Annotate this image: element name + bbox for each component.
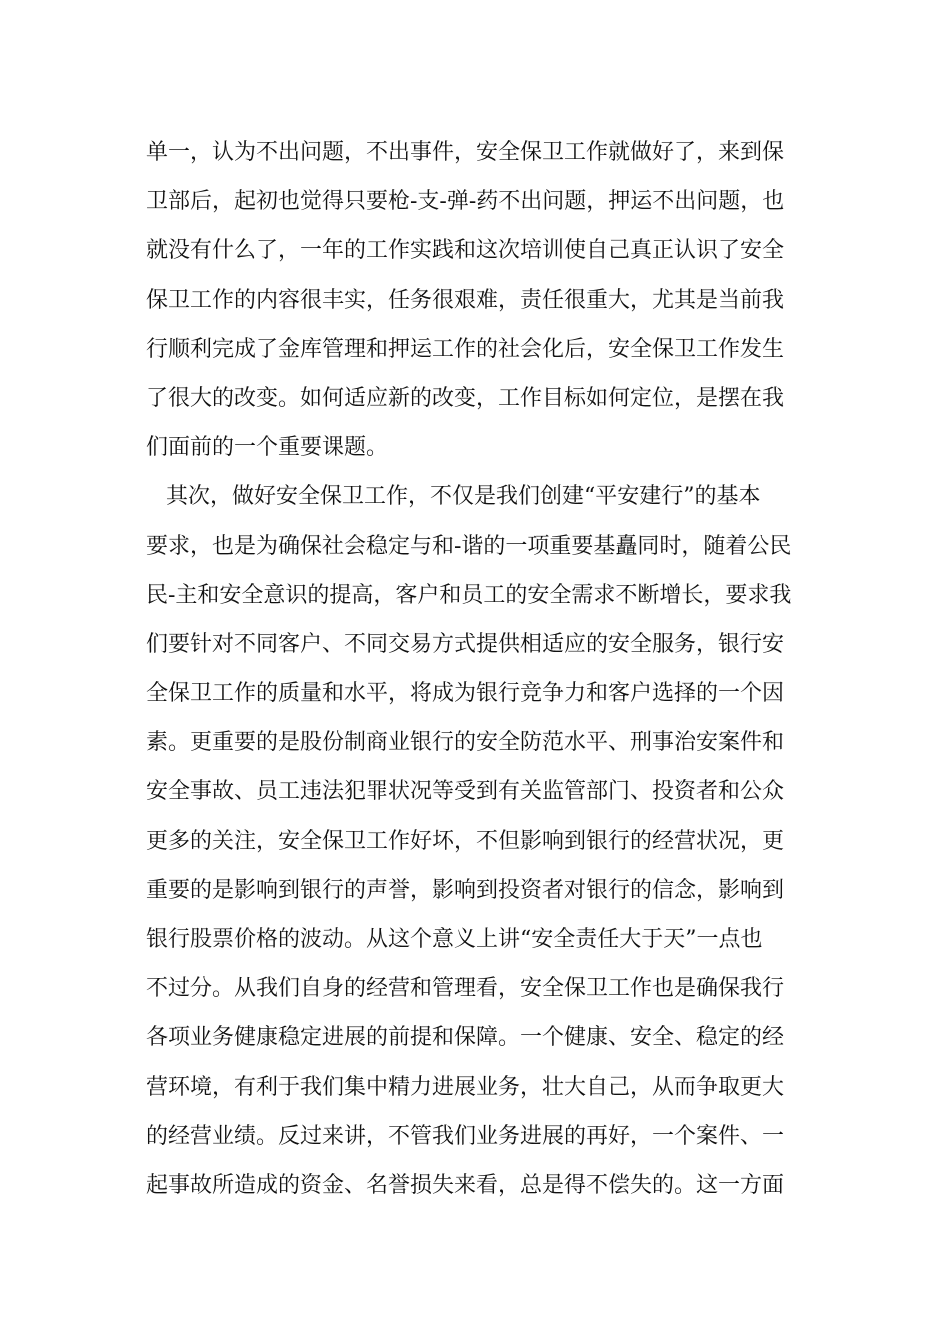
text-line: 卫部后，起初也觉得只要枪-支-弹-药不出问题，押运不出问题，也 xyxy=(146,189,785,215)
paragraph-first-line: 其次，做好安全保卫工作，不仅是我们创建“平安建行”的基本 xyxy=(166,484,761,510)
text-line: 各项业务健康稳定进展的前提和保障。一个健康、安全、稳定的经 xyxy=(146,1025,785,1051)
text-line: 要求，也是为确保社会稳定与和-谐的一项重要基矗同时，随着公民 xyxy=(146,533,792,559)
text-line: 起事故所造成的资金、名誉损失来看，总是得不偿失的。这一方面 xyxy=(146,1172,785,1198)
text-line: 就没有什么了，一年的工作实践和这次培训使自己真正认识了安全 xyxy=(146,238,785,264)
text-line: 全保卫工作的质量和水平，将成为银行竞争力和客户选择的一个因 xyxy=(146,681,785,707)
text-line: 民-主和安全意识的提高，客户和员工的安全需求不断增长，要求我 xyxy=(146,582,792,608)
text-line: 的经营业绩。反过来讲，不管我们业务进展的再好，一个案件、一 xyxy=(146,1123,785,1149)
text-line: 银行股票价格的波动。从这个意义上讲“安全责任大于天”一点也 xyxy=(146,927,763,952)
text-line: 了很大的改变。如何适应新的改变，工作目标如何定位，是摆在我 xyxy=(146,385,785,411)
text-line: 保卫工作的内容很丰实，任务很艰难，责任很重大，尤其是当前我 xyxy=(146,287,785,313)
text-line: 行顺利完成了金库管理和押运工作的社会化后，安全保卫工作发生 xyxy=(146,336,785,362)
body-text xyxy=(146,128,816,1210)
text-line: 不过分。从我们自身的经营和管理看，安全保卫工作也是确保我行 xyxy=(146,976,785,1002)
text-line: 安全事故、员工违法犯罪状况等受到有关监管部门、投资者和公众 xyxy=(146,779,785,805)
text-line: 素。更重要的是股份制商业银行的安全防范水平、刑事治安案件和 xyxy=(146,730,785,756)
text-line: 营环境，有利于我们集中精力进展业务，壮大自己，从而争取更大 xyxy=(146,1074,785,1100)
text-line: 们要针对不同客户、不同交易方式提供相适应的安全服务，银行安 xyxy=(146,631,785,657)
text-line: 们面前的一个重要课题。 xyxy=(146,435,389,461)
text-line: 重要的是影响到银行的声誉，影响到投资者对银行的信念，影响到 xyxy=(146,877,785,903)
text-line: 更多的关注，安全保卫工作好坏，不但影响到银行的经营状况，更 xyxy=(146,828,785,854)
text-line: 单一，认为不出问题，不出事件，安全保卫工作就做好了，来到保 xyxy=(146,140,785,165)
